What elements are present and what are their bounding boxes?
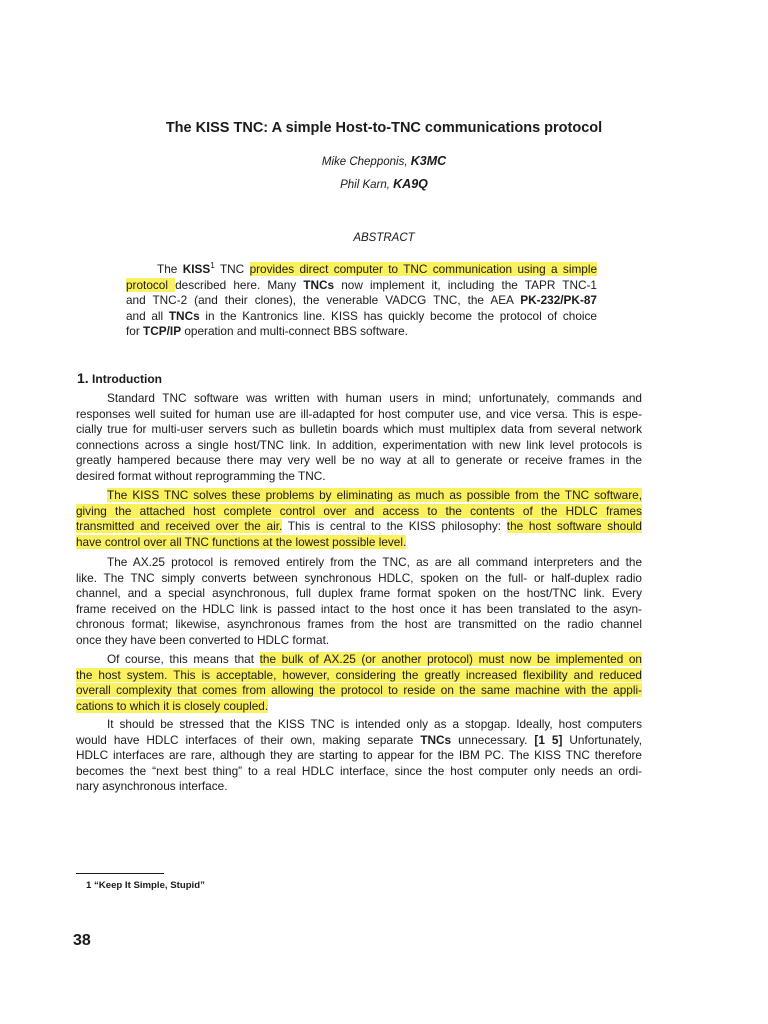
- highlight-p4-l3: overall complexity that comes from allowing the protocol to reside on the same machine with the appli-: [76, 683, 642, 698]
- section-number: 1.: [77, 370, 89, 386]
- author-1-name: Mike Chepponis,: [321, 156, 408, 168]
- intro-paragraph-3: The AX.25 protocol is removed entirely from the TNC, as are all command interpreters and the like. The TNC simply converts between synchronous HDLC, spoken on the full- or half-duplex radio channel, and a special asynchronous, full duplex frame format spoken on the host/TNC link. Every frame received on the HDLC link is passed intact to the host once it has been translated to the asyn- chronous format; likewise, asynchronous frames from the host are transmitted on the radio channel once they have been converted to HDLC format.: [76, 555, 642, 647]
- highlight-p2-l3a: transmitted and received over the air.: [76, 519, 283, 534]
- highlight-p4-l2: the host system. This is acceptable, however, considering the greatly increased flexibility and reduced: [76, 667, 642, 682]
- page-number: 38: [73, 932, 91, 949]
- intro-paragraph-1: Standard TNC software was written with human users in mind; unfortunately, commands and responses well suited for human use are ill-adapted for host computer use, and vice versa. This is espe- cially true for multi-user servers such as bulletin boards which must multiplex data from several network connections across a single host/TNC link. In addition, experimentation with new link level protocols is greatly hampered because there may very well be no way at all to generate or receive frames in the desired format without reprogramming the TNC.: [76, 391, 642, 483]
- abstract-paragraph: [126, 262, 597, 340]
- footnote-text: “Keep It Simple, Stupid”: [91, 880, 205, 891]
- section-heading-introduction: [77, 370, 162, 386]
- abstract-line-1: The KISS$^1$ TNC provides direct computer to TNC communication using a simple: [157, 261, 598, 276]
- section-title: Introduction: [92, 372, 163, 386]
- abstract-line-4: and all TNCs in the Kantronics line. KISS has quickly become the protocol of choice: [126, 308, 597, 323]
- author-2: [0, 177, 768, 191]
- abstract-heading: ABSTRACT: [353, 232, 415, 244]
- author-2-name: Phil Karn,: [340, 179, 390, 191]
- abstract-highlight: provides direct computer to TNC communication using a simple: [249, 262, 598, 276]
- author-2-callsign: KA9Q: [393, 177, 428, 191]
- footnote: [86, 880, 205, 891]
- author-1: [0, 154, 768, 168]
- highlight-p2-l1: The KISS TNC solves these problems by eliminating as much as possible from the TNC software,: [107, 488, 642, 502]
- footnote-divider: [76, 873, 164, 874]
- highlight-p2-l4: have control over all TNC functions at the lowest possible level.: [76, 534, 407, 549]
- intro-paragraph-5: It should be stressed that the KISS TNC is intended only as a stopgap. Ideally, host computers would have HDLC interfaces of their own, making separate TNCs unnecessary. [1 5] Unfortunately, HDLC interfaces are rare, although they are starting to appear for the IBM PC. The KISS TNC therefore becomes the “next best thing” to a real HDLC interface, since the host computer only needs an ordi- nary asynchronous interface.: [76, 717, 642, 794]
- highlight-p2-l3c: the host software should: [506, 519, 642, 534]
- author-1-callsign: K3MC: [410, 154, 447, 168]
- citation-ref: [1 5]: [534, 732, 563, 747]
- abstract-line-3: and TNC-2 (and their clones), the venerable VADCG TNC, the AEA PK-232/PK-87: [126, 293, 597, 308]
- footnote-mark: 1: [86, 880, 92, 891]
- highlight-p4-l1: the bulk of AX.25 (or another protocol) must now be implemented on: [259, 652, 642, 666]
- abstract-line-2: protocol described here. Many TNCs now implement it, including the TAPR TNC-1: [126, 277, 597, 292]
- intro-paragraph-4: Of course, this means that the bulk of AX.25 (or another protocol) must now be implemented on the host system. This is acceptable, however, considering the greatly increased flexibility and reduced overall complexity that comes from allowing the protocol to reside on the same machine with the appli- cations to which it is closely coupled.: [76, 652, 642, 713]
- paper-title: The KISS TNC: A simple Host-to-TNC communications protocol: [165, 120, 603, 136]
- highlight-p2-l2: giving the attached host complete control over and access to the contents of the HDLC frames: [76, 503, 642, 518]
- abstract-line-5: for TCP/IP operation and multi-connect BBS software.: [126, 324, 408, 339]
- intro-paragraph-2: The KISS TNC solves these problems by eliminating as much as possible from the TNC software, giving the attached host complete control over and access to the contents of the HDLC frames transmitted and received over the air. This is central to the KISS philosophy: the host software should have control over all TNC functions at the lowest possible level.: [76, 488, 642, 549]
- highlight-p4-l4: cations to which it is closely coupled.: [76, 698, 269, 713]
